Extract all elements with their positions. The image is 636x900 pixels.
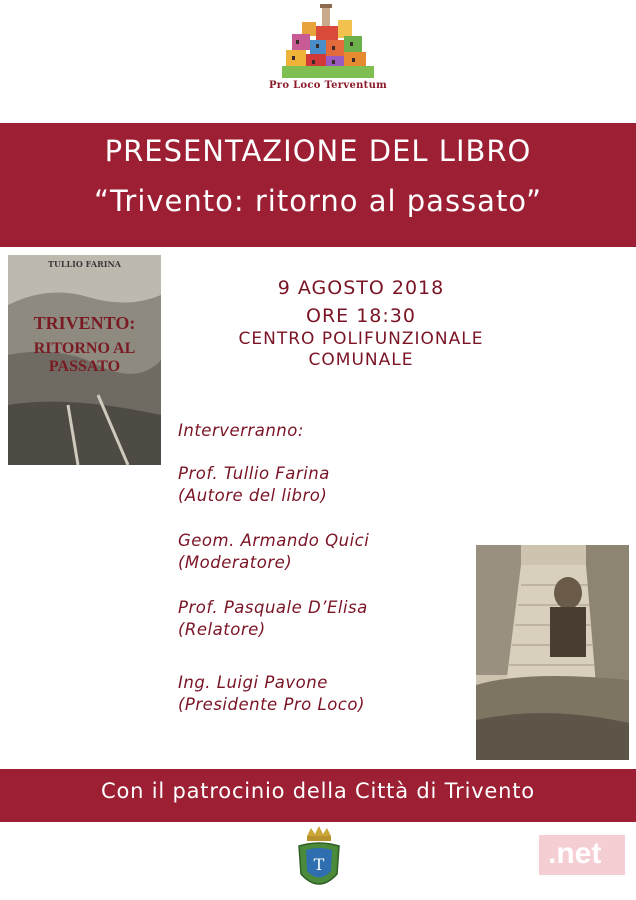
speakers-heading: Interverranno:: [178, 421, 304, 440]
event-venue: CENTRO POLIFUNZIONALE: [238, 329, 484, 349]
book-author: TULLIO FARINA: [47, 259, 121, 269]
town-crest-icon: [293, 826, 345, 896]
svg-text:T: T: [313, 855, 325, 874]
patronage-text: Con il patrocinio della Città di Trivento: [101, 779, 535, 803]
event-date: 9 AGOSTO 2018: [277, 277, 445, 299]
historic-photo-art: [476, 545, 629, 760]
speaker-role: (Relatore): [178, 620, 266, 639]
logo-caption: Pro Loco Terventum: [268, 80, 388, 91]
watermark-text: .net: [548, 837, 602, 870]
event-venue-line2: COMUNALE: [308, 350, 414, 370]
event-time: ORE 18:30: [306, 305, 416, 327]
speaker-role: (Presidente Pro Loco): [178, 695, 365, 714]
speaker-name: Prof. Tullio Farina: [178, 464, 330, 483]
speaker-name: Ing. Luigi Pavone: [178, 673, 328, 692]
page-title: PRESENTAZIONE DEL LIBRO: [104, 134, 532, 168]
speaker-name: Geom. Armando Quici: [178, 531, 370, 550]
book-cover-subtitle: RITORNO AL PASSATO: [33, 340, 136, 375]
book-title-heading: “Trivento: ritorno al passato”: [93, 184, 543, 218]
historic-photo: [476, 545, 629, 760]
book-cover-image: [8, 255, 161, 465]
book-cover-title: TRIVENTO:: [33, 313, 136, 333]
speaker-name: Prof. Pasquale D’Elisa: [178, 598, 368, 617]
speaker-role: (Moderatore): [178, 553, 293, 572]
speaker-role: (Autore del libro): [178, 486, 328, 505]
